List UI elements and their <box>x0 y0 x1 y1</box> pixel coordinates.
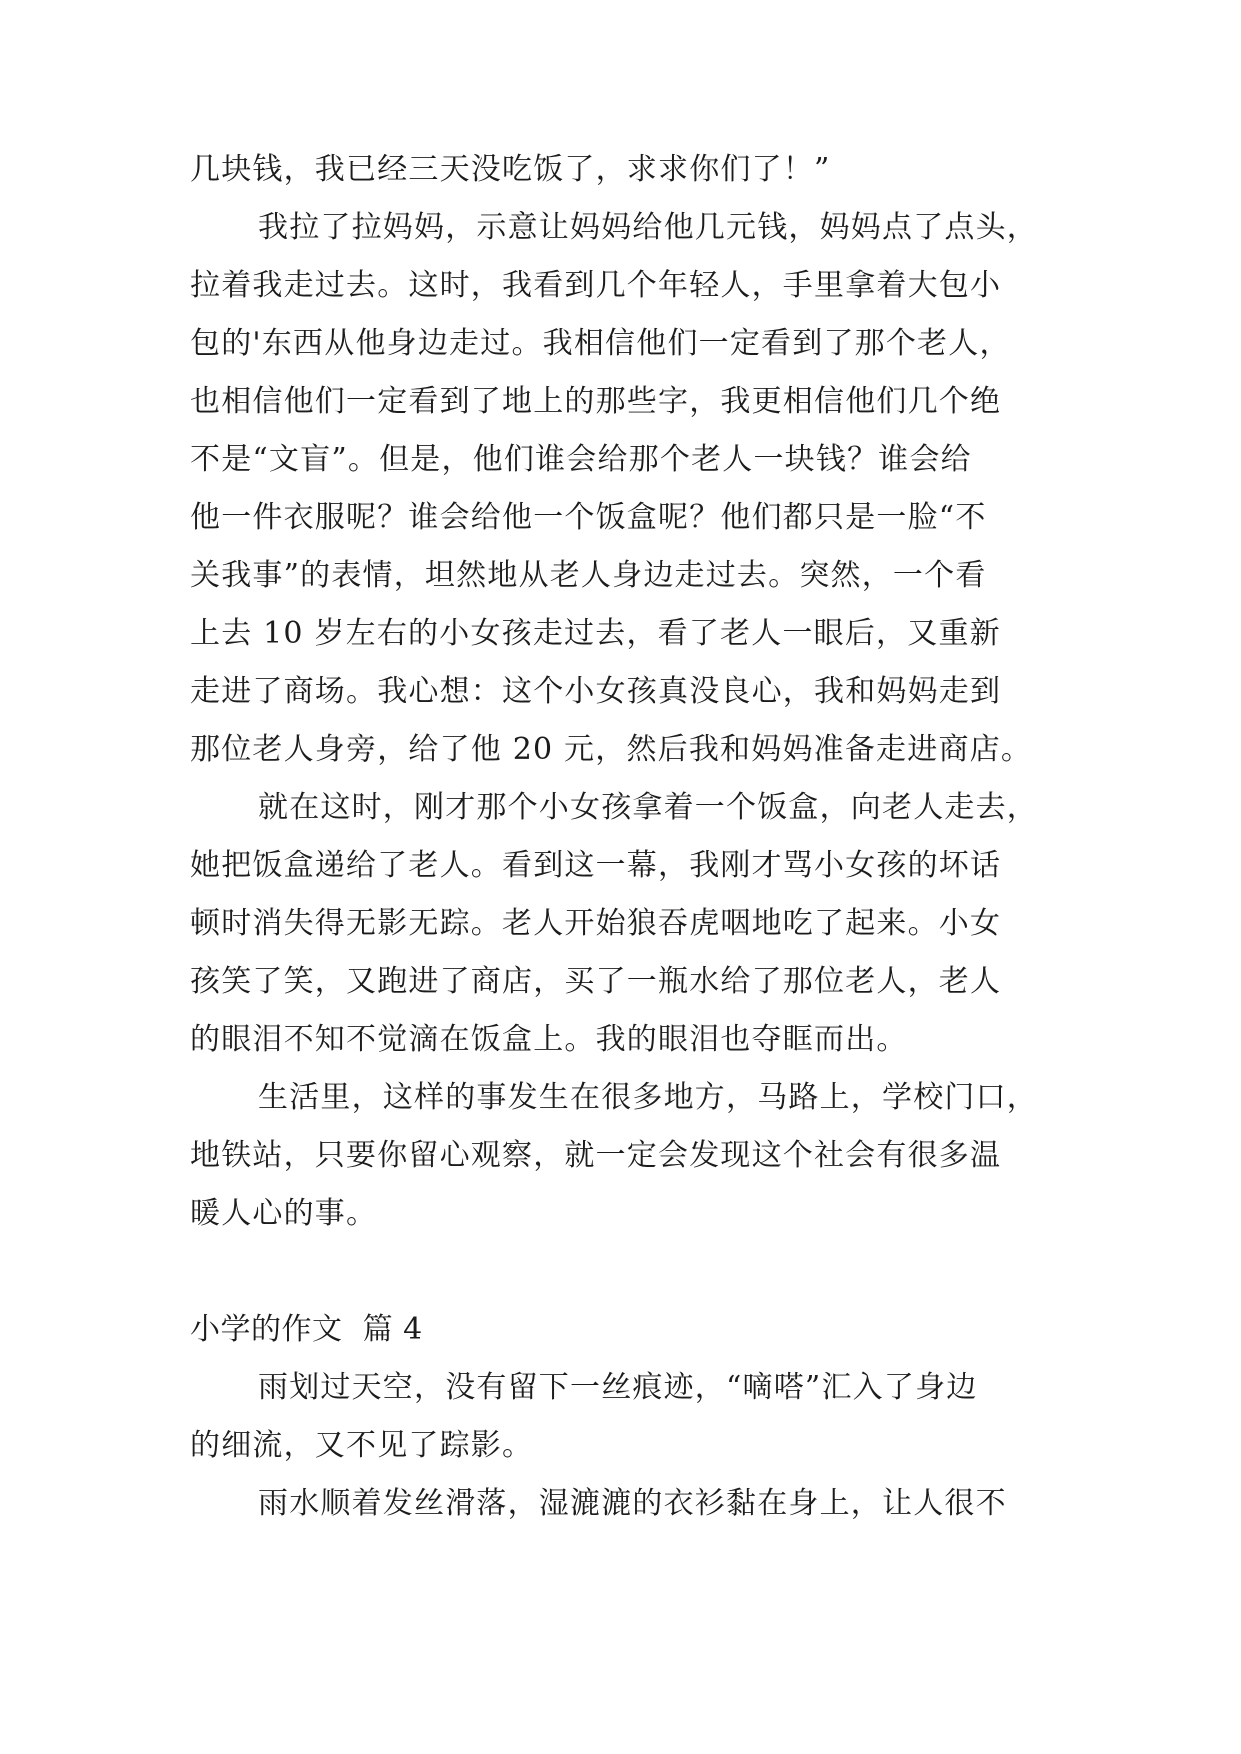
text-line: 不是“文盲”。但是，他们谁会给那个老人一块钱？谁会给 <box>190 442 972 477</box>
text-line: 他一件衣服呢？谁会给他一个饭盒呢？他们都只是一脸“不 <box>190 500 987 535</box>
text-line: 关我事”的表情，坦然地从老人身边走过去。突然，一个看 <box>190 558 987 593</box>
text-line: 的细流，又不见了踪影。 <box>190 1428 534 1463</box>
text-line: 顿时消失得无影无踪。老人开始狼吞虎咽地吃了起来。小女 <box>190 906 1002 941</box>
text-line: 走进了商场。我心想：这个小女孩真没良心，我和妈妈走到 <box>190 674 1002 709</box>
text-line: 她把饭盒递给了老人。看到这一幕，我刚才骂小女孩的坏话 <box>190 848 1002 883</box>
paragraph-start-line: 就在这时，刚才那个小女孩拿着一个饭盒，向老人走去， <box>258 790 1038 825</box>
text-line: 上去 10 岁左右的小女孩走过去，看了老人一眼后，又重新 <box>190 616 1001 651</box>
section-heading: 小学的作文 篇 4 <box>190 1312 423 1347</box>
paragraph-start-line: 生活里，这样的事发生在很多地方，马路上，学校门口， <box>258 1080 1038 1115</box>
text-line: 的眼泪不知不觉滴在饭盒上。我的眼泪也夺眶而出。 <box>190 1022 908 1057</box>
text-line: 几块钱，我已经三天没吃饭了，求求你们了！” <box>190 152 831 187</box>
text-line: 包的'东西从他身边走过。我相信他们一定看到了那个老人， <box>190 326 1011 361</box>
text-line: 也相信他们一定看到了地上的那些字，我更相信他们几个绝 <box>190 384 1002 419</box>
paragraph-start-line: 雨水顺着发丝滑落，湿漉漉的衣衫黏在身上，让人很不 <box>258 1486 1007 1521</box>
text-line: 地铁站，只要你留心观察，就一定会发现这个社会有很多温 <box>190 1138 1002 1173</box>
paragraph-start-line: 雨划过天空，没有留下一丝痕迹，“嘀嗒”汇入了身边 <box>258 1370 978 1405</box>
text-line: 暖人心的事。 <box>190 1196 378 1231</box>
text-line: 那位老人身旁，给了他 20 元，然后我和妈妈准备走进商店。 <box>190 732 1033 767</box>
text-line: 拉着我走过去。这时，我看到几个年轻人，手里拿着大包小 <box>190 268 1002 303</box>
paragraph-start-line: 我拉了拉妈妈，示意让妈妈给他几元钱，妈妈点了点头， <box>258 210 1038 245</box>
text-line: 孩笑了笑，又跑进了商店，买了一瓶水给了那位老人，老人 <box>190 964 1002 999</box>
